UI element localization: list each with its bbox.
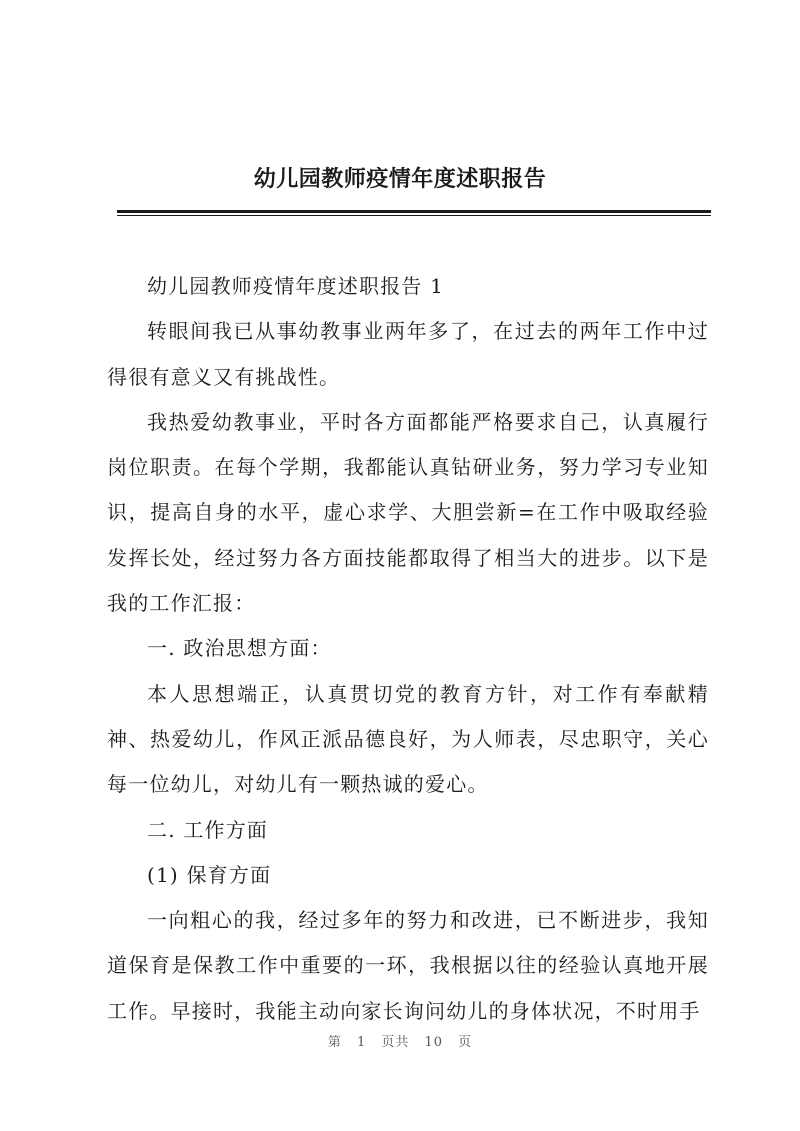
section-heading: 一. 政治思想方面： (147, 636, 332, 661)
page-number-footer: 第 1 页共 10 页 (327, 1035, 473, 1050)
body-paragraph: 本人思想端正，认真贯切党的教育方针，对工作有奉献精神、热爱幼儿，作风正派品德良好，为人师表，尽忠职守，关心每一位幼儿，对幼儿有一颗热诚的爱心。 (107, 681, 709, 797)
section-heading: 二. 工作方面 (147, 817, 269, 842)
subsection-heading: (1) 保育方面 (147, 862, 272, 887)
body-paragraph: 一向粗心的我，经过多年的努力和改进，已不断进步，我知道保育是保教工作中重要的一环，我根据以往的经验认真地开展工作。早接时，我能主动向家长询问幼儿的身体状况，不时用手 (107, 908, 709, 1023)
document-title: 幼儿园教师疫情年度述职报告 (253, 166, 547, 192)
document-body (107, 264, 709, 1034)
title-divider-thick (117, 210, 711, 213)
section-heading: 幼儿园教师疫情年度述职报告 1 (147, 274, 445, 298)
body-paragraph: 转眼间我已从事幼教事业两年多了，在过去的两年工作中过得很有意义又有挑战性。 (107, 319, 709, 389)
title-divider-thin (117, 215, 711, 216)
body-paragraph: 我热爱幼教事业，平时各方面都能严格要求自己，认真履行岗位职责。在每个学期，我都能认真钻研业务，努力学习专业知识，提高自身的水平，虚心求学、大胆尝新=在工作中吸取经验发挥长处，经过努力各方面技能都取得了相当大的进步。以下是我的工作汇报： (107, 409, 709, 616)
